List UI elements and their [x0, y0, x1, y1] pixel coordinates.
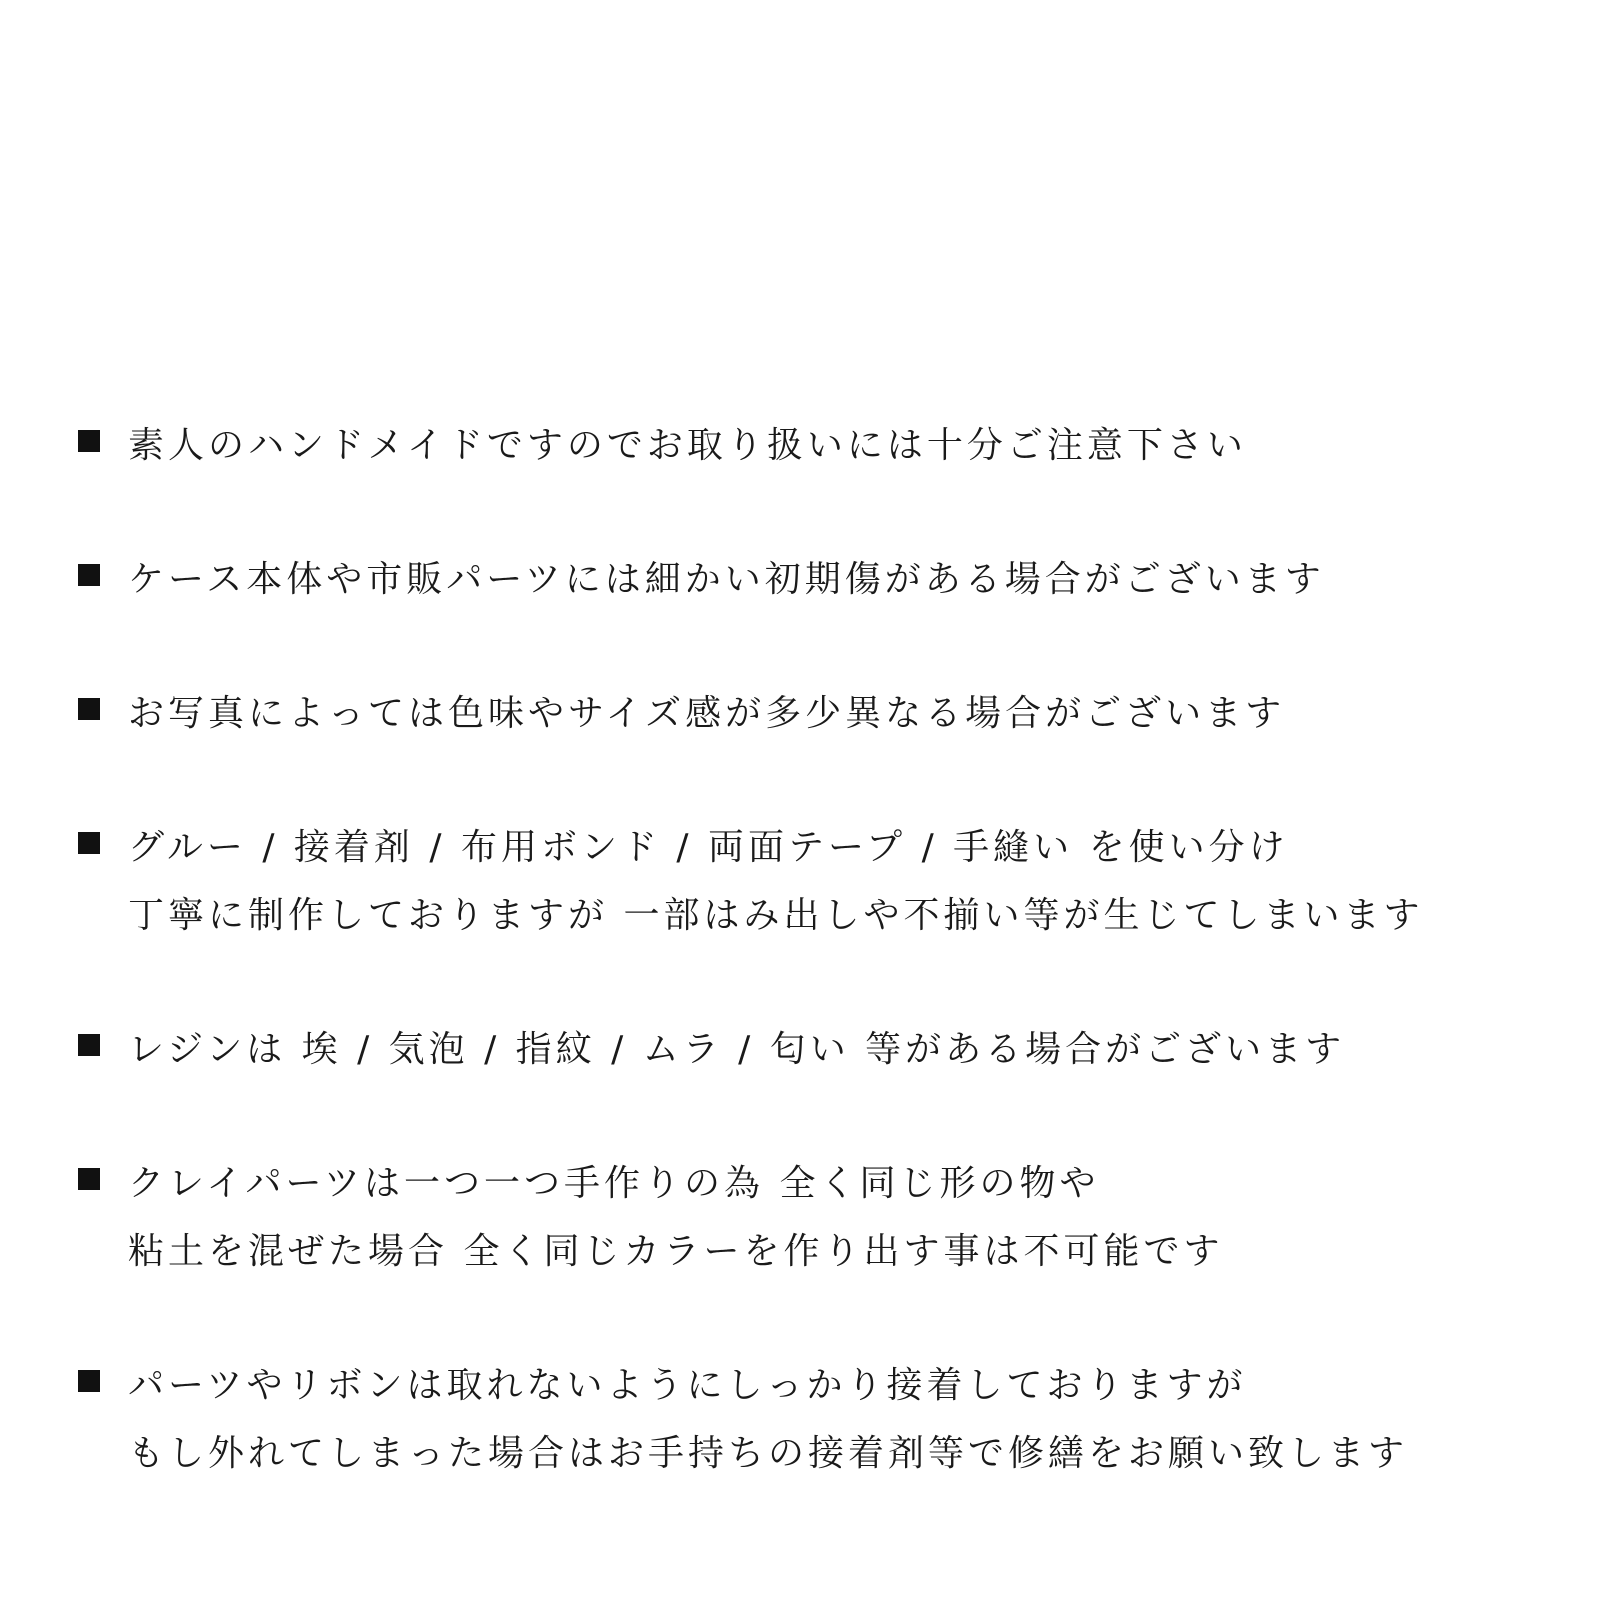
notice-text [128, 546, 1578, 614]
notice-item [78, 412, 1578, 480]
notice-item [78, 546, 1578, 614]
notice-text [128, 412, 1578, 480]
square-bullet-icon [78, 1370, 100, 1392]
notice-line: 粘土を混ぜた場合 全く同じカラーを作り出す事は不可能です [128, 1231, 1224, 1272]
notice-line: お写真によっては色味やサイズ感が多少異なる場合がございます [128, 693, 1286, 734]
notice-line: ケース本体や市販パーツには細かい初期傷がある場合がございます [128, 559, 1325, 600]
notice-item [78, 814, 1578, 950]
notice-line: クレイパーツは一つ一つ手作りの為 全く同じ形の物や [128, 1163, 1100, 1204]
notice-item [78, 1352, 1578, 1488]
notice-text [128, 1150, 1578, 1286]
notice-line: 素人のハンドメイドですのでお取り扱いには十分ご注意下さい [128, 425, 1247, 466]
square-bullet-icon [78, 1168, 100, 1190]
notice-text [128, 1016, 1578, 1084]
square-bullet-icon [78, 832, 100, 854]
notice-item [78, 1016, 1578, 1084]
notice-text [128, 680, 1578, 748]
square-bullet-icon [78, 698, 100, 720]
notice-text [128, 1352, 1578, 1488]
notice-line: 丁寧に制作しておりますが 一部はみ出しや不揃い等が生じてしまいます [128, 895, 1424, 936]
notice-item [78, 680, 1578, 748]
square-bullet-icon [78, 564, 100, 586]
notice-line: パーツやリボンは取れないようにしっかり接着しておりますが [128, 1365, 1247, 1406]
square-bullet-icon [78, 1034, 100, 1056]
square-bullet-icon [78, 430, 100, 452]
notice-line: グルー / 接着剤 / 布用ボンド / 両面テープ / 手縫い を使い分け [128, 827, 1289, 868]
notice-line: レジンは 埃 / 気泡 / 指紋 / ムラ / 匂い 等がある場合がございます [128, 1029, 1346, 1070]
notice-line: もし外れてしまった場合はお手持ちの接着剤等で修繕をお願い致します [128, 1433, 1409, 1474]
notice-list [78, 412, 1578, 1558]
notice-text [128, 814, 1578, 950]
notice-item [78, 1150, 1578, 1286]
